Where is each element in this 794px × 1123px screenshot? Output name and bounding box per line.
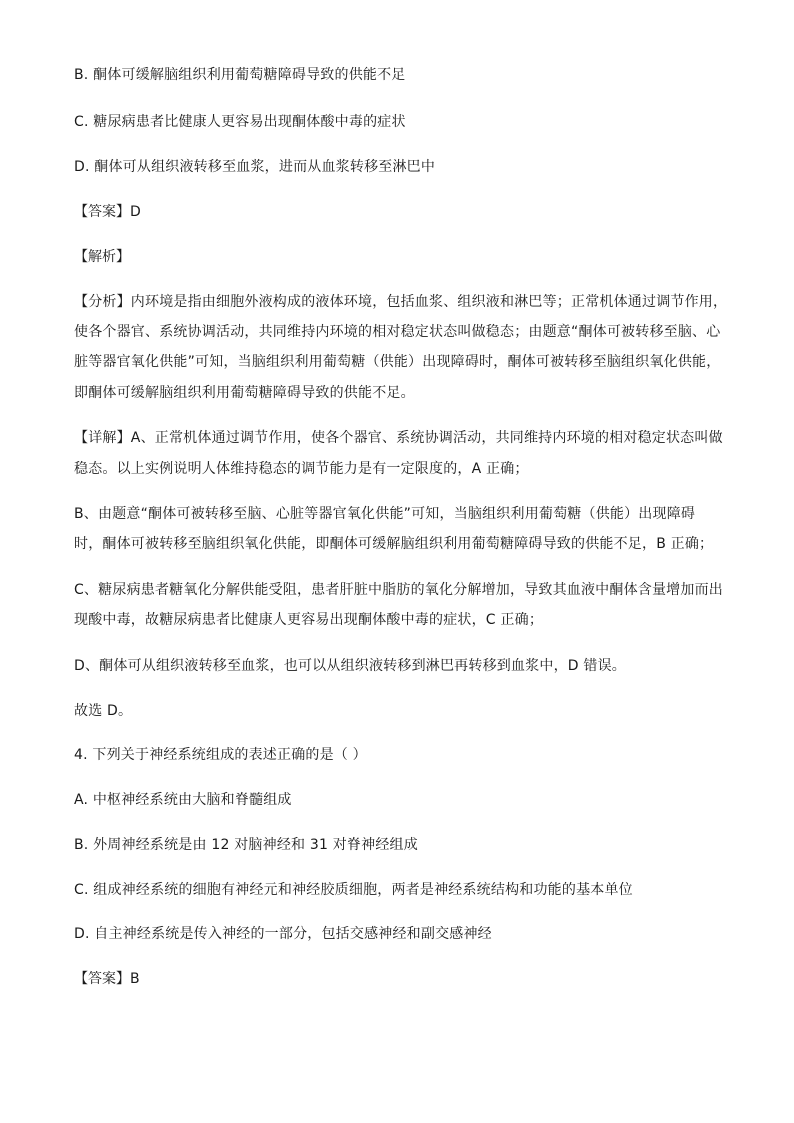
answer-label: 【答案】D bbox=[74, 204, 141, 220]
option-d-text: D. 酮体可从组织液转移至血浆，进而从血浆转移至淋巴中 bbox=[74, 159, 436, 175]
detail-d-line: D、酮体可从组织液转移至血浆，也可以从组织液转移到淋巴再转移到血浆中，D 错误。 bbox=[74, 658, 627, 674]
q4-answer-label: 【答案】B bbox=[74, 971, 140, 987]
choose-answer: 故选 D。 bbox=[74, 703, 133, 719]
q4-option-b: B. 外周神经系统是由 12 对脑神经和 31 对脊神经组成 bbox=[74, 837, 418, 853]
explanation-label: 【解析】 bbox=[74, 249, 130, 265]
q4-option-a: A. 中枢神经系统由大脑和脊髓组成 bbox=[74, 792, 292, 808]
analysis-paragraph-line-1: 【分析】内环境是指由细胞外液构成的液体环境，包括血浆、组织液和淋巴等；正常机体通过调节作用， bbox=[74, 294, 728, 310]
analysis-paragraph-line-3: 脏等器官氧化供能”可知，当脑组织利用葡萄糖（供能）出现障碍时，酮体可被转移至脑组织氧化供能， bbox=[74, 354, 721, 370]
detail-b-line-2: 时，酮体可被转移至脑组织氧化供能，即酮体可缓解脑组织利用葡萄糖障碍导致的供能不足，B 正确； bbox=[74, 536, 714, 552]
detail-b-line-1: B、由题意“酮体可被转移至脑、心脏等器官氧化供能”可知，当脑组织利用葡萄糖（供能）出现障碍 bbox=[74, 506, 696, 522]
detail-a-line-2: 稳态。以上实例说明人体维持稳态的调节能力是有一定限度的，A 正确； bbox=[74, 461, 529, 477]
option-c-text: C. 糖尿病患者比健康人更容易出现酮体酸中毒的症状 bbox=[74, 114, 406, 130]
q4-option-d: D. 自主神经系统是传入神经的一部分，包括交感神经和副交感神经 bbox=[74, 926, 492, 942]
detail-c-line-1: C、糖尿病患者糖氧化分解供能受阻，患者肝脏中脂肪的氧化分解增加，导致其血液中酮体含量增加而出 bbox=[74, 582, 723, 598]
option-b-text: B. 酮体可缓解脑组织利用葡萄糖障碍导致的供能不足 bbox=[74, 67, 406, 83]
analysis-paragraph-line-2: 使各个器官、系统协调活动，共同维持内环境的相对稳定状态叫做稳态；由题意“酮体可被转移至脑、心 bbox=[74, 324, 721, 340]
question-4-stem: 4. 下列关于神经系统组成的表述正确的是（ ） bbox=[74, 747, 367, 763]
q4-option-c: C. 组成神经系统的细胞有神经元和神经胶质细胞，两者是神经系统结构和功能的基本单位 bbox=[74, 882, 633, 898]
detail-c-line-2: 现酸中毒，故糖尿病患者比健康人更容易出现酮体酸中毒的症状，C 正确； bbox=[74, 612, 544, 628]
analysis-paragraph-line-4: 即酮体可缓解脑组织利用葡萄糖障碍导致的供能不足。 bbox=[74, 385, 415, 401]
detail-a-line-1: 【详解】A、正常机体通过调节作用，使各个器官、系统协调活动，共同维持内环境的相对稳定状态叫做 bbox=[74, 430, 723, 446]
